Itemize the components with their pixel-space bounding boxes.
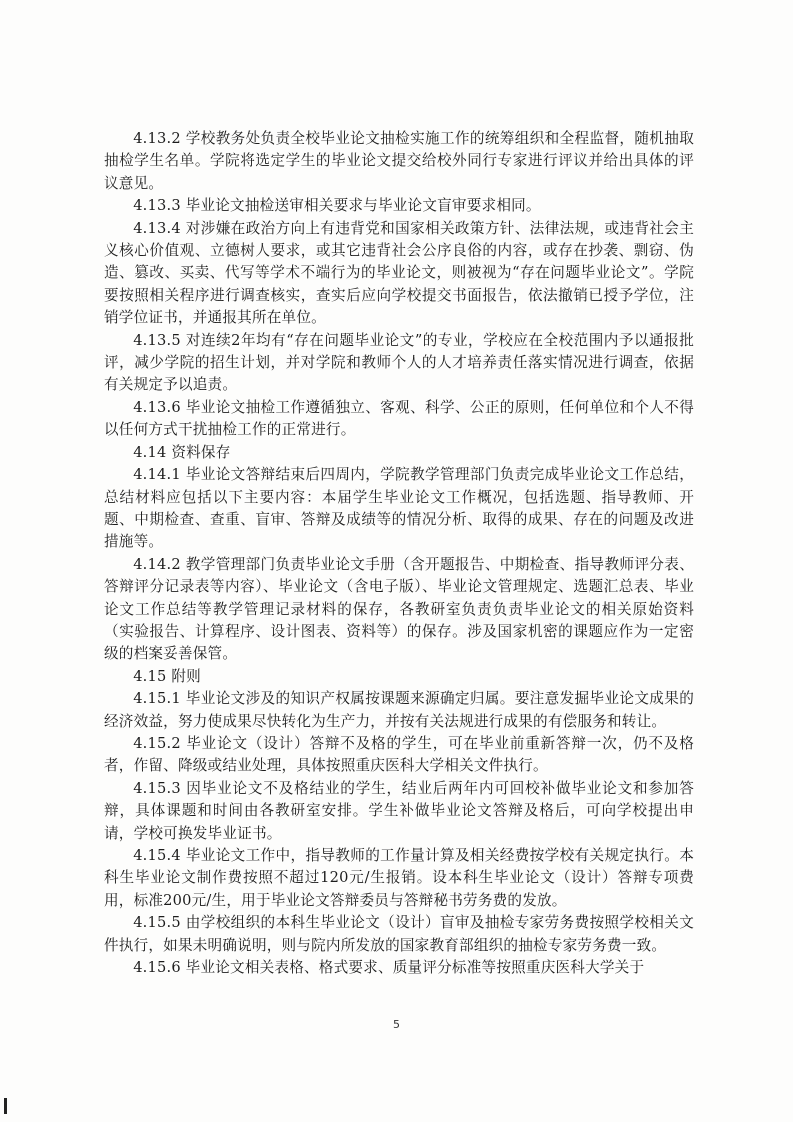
- paragraph-4-15-4: 4.15.4 毕业论文工作中，指导教师的工作量计算及相关经费按学校有关规定执行。本科生毕业论文制作费按照不超过120元/生报销。设本科生毕业论文（设计）答辩专项费用，标准200元/生，用于毕业论文答辩委员与答辩秘书劳务费的发放。: [104, 847, 694, 909]
- paragraph-4-13-3: 4.13.3 毕业论文抽检送审相关要求与毕业论文盲审要求相同。: [133, 197, 541, 215]
- paragraph-4-15-5: 4.15.5 由学校组织的本科生毕业论文（设计）盲审及抽检专家劳务费按照学校相关文件执行，如果未明确说明，则与院内所发放的国家教育部组织的抽检专家劳务费一致。: [104, 914, 694, 954]
- paragraph-4-14-1: 4.14.1 毕业论文答辩结束后四周内，学院教学管理部门负责完成毕业论文工作总结，总结材料应包括以下主要内容：本届学生毕业论文工作概况，包括选题、指导教师、开题、中期检查、查重、盲审、答辩及成绩等的情况分析、取得的成果、存在的问题及改进措施等。: [104, 466, 694, 551]
- paragraph-4-13-4: 4.13.4 对涉嫌在政治方向上有违背党和国家相关政策方针、法律法规，或违背社会主义核心价值观、立德树人要求，或其它违背社会公序良俗的内容，或存在抄袭、剽窃、伪造、篡改、买卖、代写等学术不端行为的毕业论文，则被视为“存在问题毕业论文”。学院要按照相关程序进行调查核实，查实后应向学校提交书面报告，依法撤销已授予学位，注销学位证书，并通报其所在单位。: [104, 219, 694, 327]
- section-heading-4-14: 4.14 资料保存: [133, 443, 231, 461]
- paragraph-4-13-6: 4.13.6 毕业论文抽检工作遵循独立、客观、科学、公正的原则，任何单位和个人不得以任何方式干扰抽检工作的正常进行。: [104, 398, 694, 439]
- paragraph-4-15-2: 4.15.2 毕业论文（设计）答辩不及格的学生，可在毕业前重新答辩一次，仍不及格者，作留、降级或结业处理，具体按照重庆医科大学相关文件执行。: [104, 734, 694, 775]
- scan-edge-mark: [4, 1098, 7, 1114]
- paragraph-4-15-1: 4.15.1 毕业论文涉及的知识产权属按课题来源确定归属。要注意发掘毕业论文成果的经济效益，努力使成果尽快转化为生产力，并按有关法规进行成果的有偿服务和转让。: [104, 690, 694, 730]
- section-heading-4-15: 4.15 附则: [133, 667, 201, 685]
- paragraph-4-15-6: 4.15.6 毕业论文相关表格、格式要求、质量评分标准等按照重庆医科大学关于: [133, 959, 645, 977]
- page-number: 5: [393, 1018, 400, 1031]
- paragraph-4-14-2: 4.14.2 教学管理部门负责毕业论文手册（含开题报告、中期检查、指导教师评分表、答辩评分记录表等内容）、毕业论文（含电子版）、毕业论文管理规定、选题汇总表、毕业论文工作总结等教学管理记录材料的保存，各教研室负责负责毕业论文的相关原始资料（实验报告、计算程序、设计图表、资料等）的保存。涉及国家机密的课题应作为一定密级的档案妥善保管。: [104, 555, 694, 663]
- paragraph-4-13-2: 4.13.2 学校教务处负责全校毕业论文抽检实施工作的统筹组织和全程监督，随机抽取抽检学生名单。学院将选定学生的毕业论文提交给校外同行专家进行评议并给出具体的评议意见。: [104, 130, 694, 192]
- paragraph-4-13-5: 4.13.5 对连续2年均有“存在问题毕业论文”的专业，学校应在全校范围内予以通报批评，减少学院的招生计划，并对学院和教师个人的人才培养责任落实情况进行调查，依据有关规定予以追责。: [104, 331, 694, 394]
- document-body: [104, 128, 694, 979]
- paragraph-4-15-3: 4.15.3 因毕业论文不及格结业的学生，结业后两年内可回校补做毕业论文和参加答辩，具体课题和时间由各教研室安排。学生补做毕业论文答辩及格后，可向学校提出申请，学校可换发毕业证书。: [104, 779, 694, 842]
